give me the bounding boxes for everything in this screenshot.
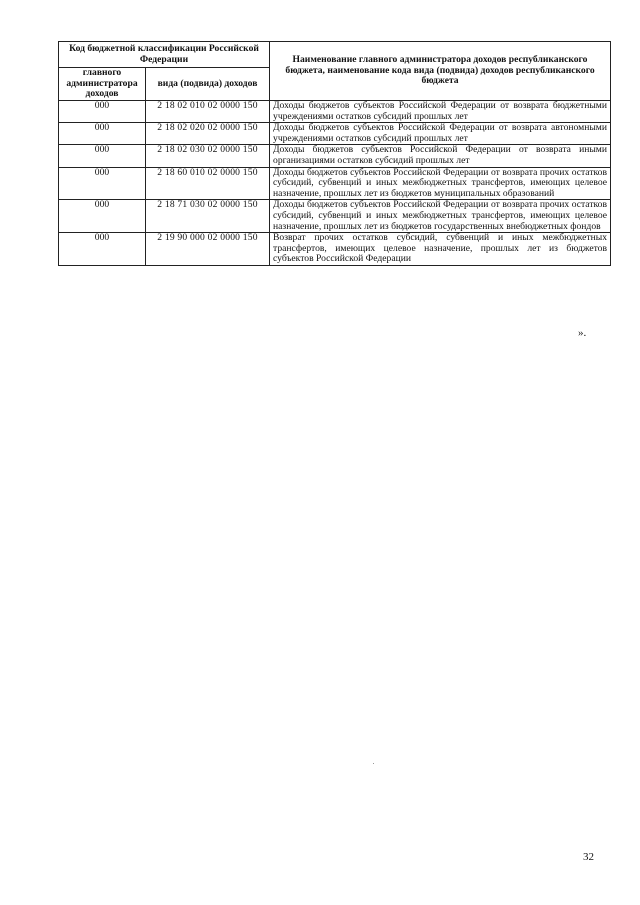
income-code-cell: 2 18 71 030 02 0000 150 [146,200,270,233]
table-row [59,233,611,266]
header-classification-code: Код бюджетной классификации Российской Федерации [59,42,270,68]
admin-code-cell: 000 [59,123,146,145]
income-name-cell: Доходы бюджетов субъектов Российской Федерации от возврата прочих остатков субсидий, субвенций и иных межбюджетных трансфертов, имеющих целевое назначение, прошлых лет из бюджетов муниципальных образований [270,167,611,200]
income-code-cell: 2 18 02 030 02 0000 150 [146,145,270,167]
income-code-cell: 2 18 02 020 02 0000 150 [146,123,270,145]
income-code-cell: 2 18 60 010 02 0000 150 [146,167,270,200]
admin-code-cell: 000 [59,101,146,123]
table-row [59,123,611,145]
table-row [59,101,611,123]
income-code-cell: 2 18 02 010 02 0000 150 [146,101,270,123]
closing-quote-mark: ». [578,327,587,339]
admin-code-cell: 000 [59,200,146,233]
income-name-cell: Доходы бюджетов субъектов Российской Федерации от возврата бюджетными учреждениями остатков субсидий прошлых лет [270,101,611,123]
income-name-cell: Доходы бюджетов субъектов Российской Федерации от возврата иными организациями остатков субсидий прошлых лет [270,145,611,167]
header-income-type: вида (подвида) доходов [146,68,270,101]
admin-code-cell: 000 [59,233,146,266]
income-code-cell: 2 19 90 000 02 0000 150 [146,233,270,266]
scan-speck [373,763,374,764]
table-row [59,145,611,167]
header-main-administrator: главного администратора доходов [59,68,146,101]
admin-code-cell: 000 [59,167,146,200]
income-name-cell: Доходы бюджетов субъектов Российской Федерации от возврата прочих остатков субсидий, субвенций и иных межбюджетных трансфертов, имеющих целевое назначение, прошлых лет из бюджетов государственных внебюджетных фондов [270,200,611,233]
table-row [59,200,611,233]
admin-code-cell: 000 [59,145,146,167]
income-name-cell: Доходы бюджетов субъектов Российской Федерации от возврата автономными учреждениями остатков субсидий прошлых лет [270,123,611,145]
page-number: 32 [583,851,594,863]
table-row [59,167,611,200]
budget-classification-table [58,41,611,266]
income-name-cell: Возврат прочих остатков субсидий, субвенций и иных межбюджетных трансфертов, имеющих целевое назначение, прошлых лет из бюджетов субъектов Российской Федерации [270,233,611,266]
header-administrator-name: Наименование главного администратора доходов республиканского бюджета, наименование кода вида (подвида) доходов республиканского бюджета [270,42,611,101]
